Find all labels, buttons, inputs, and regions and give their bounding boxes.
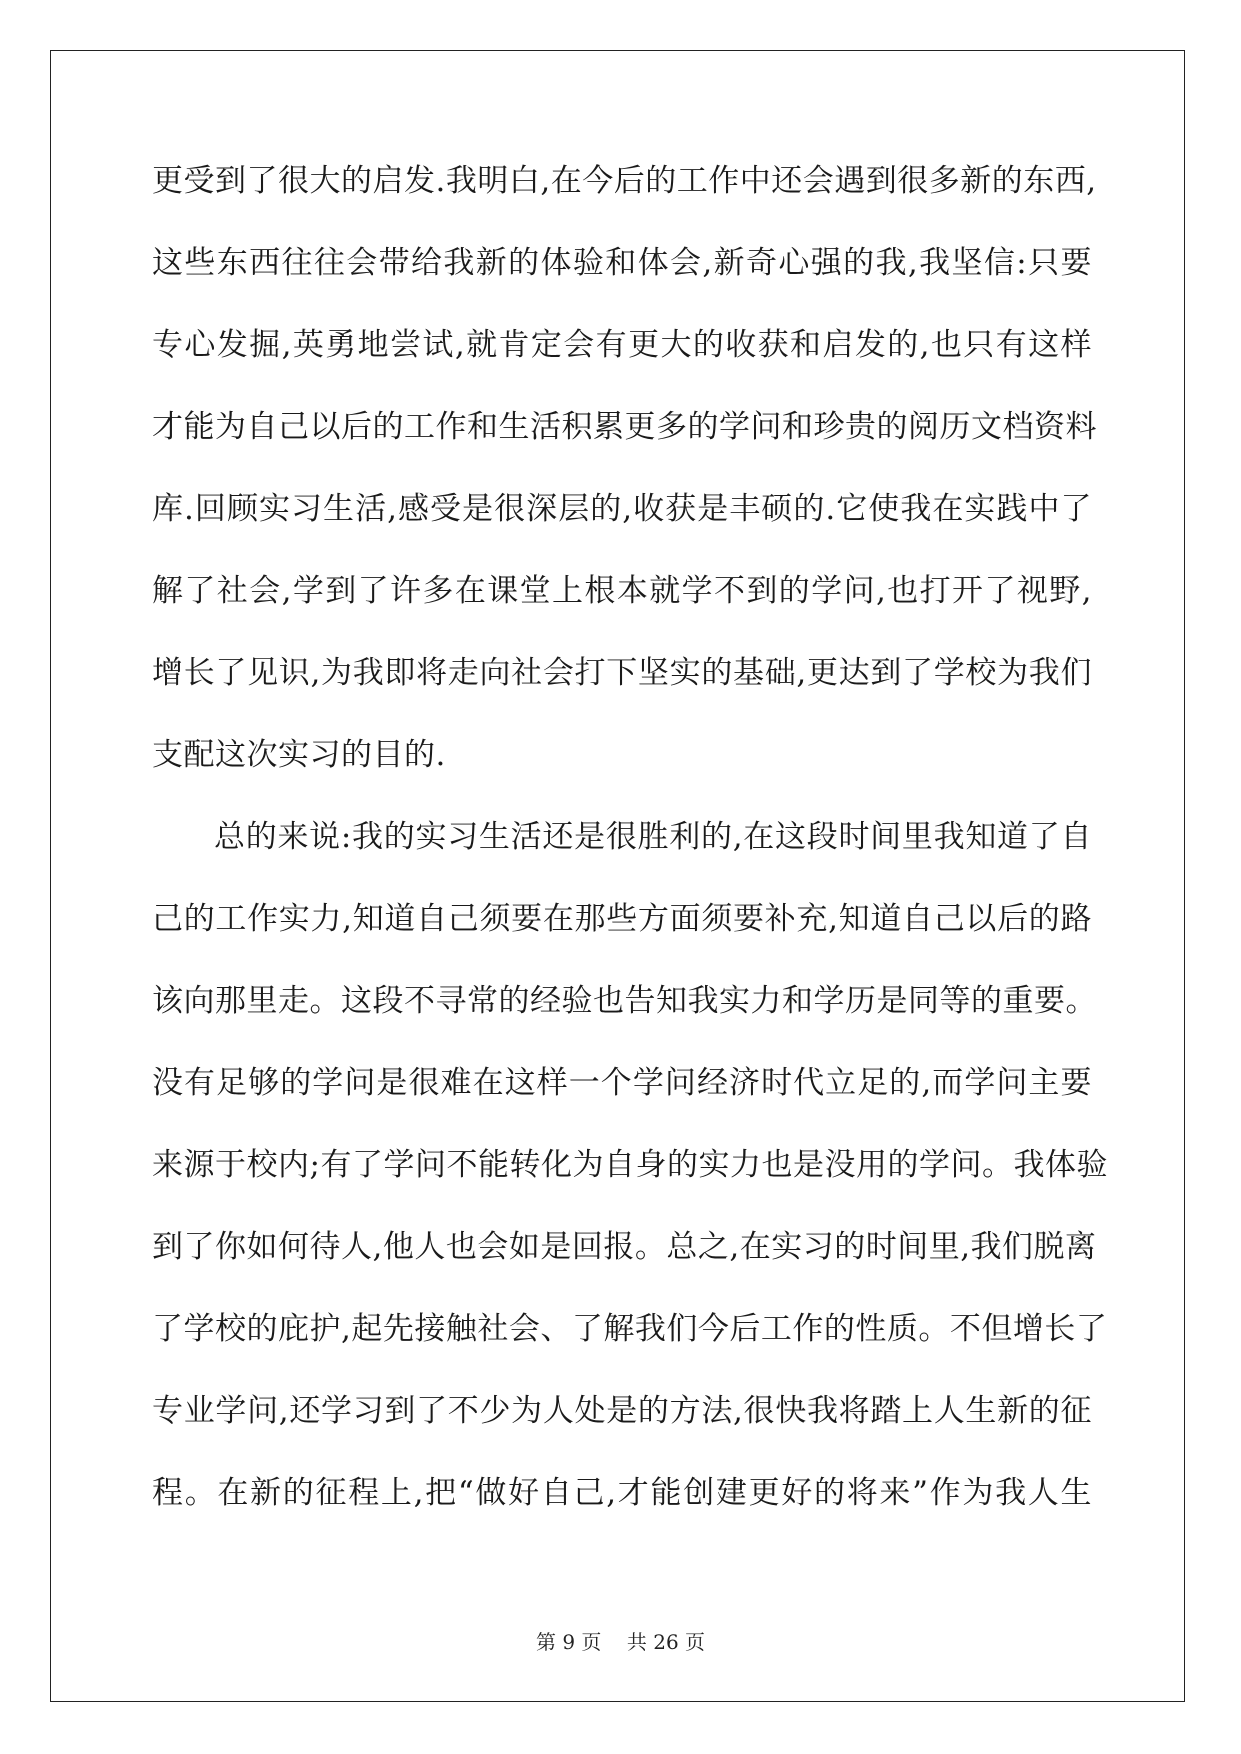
page-footer [0, 1626, 1241, 1655]
text-line: 该向那里走。这段不寻常的经验也告知我实力和学历是同等的重要。 [152, 983, 1097, 1019]
paragraph-start-line: 总的来说:我的实习生活还是很胜利的,在这段时间里我知道了自 [214, 819, 1092, 855]
page-number: 第 9 页 [535, 1630, 602, 1654]
text-line: 来源于校内;有了学问不能转化为自身的实力也是没用的学问。我体验 [152, 1147, 1108, 1183]
text-line: 到了你如何待人,他人也会如是回报。总之,在实习的时间里,我们脱离 [152, 1229, 1097, 1265]
text-line: 这些东西往往会带给我新的体验和体会,新奇心强的我,我坚信:只要 [152, 245, 1092, 281]
text-line: 专心发掘,英勇地尝试,就肯定会有更大的收获和启发的,也只有这样 [152, 327, 1092, 363]
text-line: 解了社会,学到了许多在课堂上根本就学不到的学问,也打开了视野, [152, 573, 1092, 609]
text-line: 己的工作实力,知道自己须要在那些方面须要补充,知道自己以后的路 [152, 901, 1092, 937]
page-total: 共 26 页 [626, 1630, 706, 1654]
text-line: 没有足够的学问是很难在这样一个学问经济时代立足的,而学问主要 [152, 1065, 1092, 1101]
text-line: 增长了见识,为我即将走向社会打下坚实的基础,更达到了学校为我们 [152, 655, 1092, 691]
text-line: 更受到了很大的启发.我明白,在今后的工作中还会遇到很多新的东西, [152, 163, 1097, 199]
text-line: 支配这次实习的目的. [152, 737, 446, 773]
document-body [152, 155, 1108, 1549]
text-line: 专业学问,还学习到了不少为人处是的方法,很快我将踏上人生新的征 [152, 1393, 1092, 1429]
text-line: 库.回顾实习生活,感受是很深层的,收获是丰硕的.它使我在实践中了 [152, 491, 1092, 527]
text-line: 了学校的庇护,起先接触社会、了解我们今后工作的性质。不但增长了 [152, 1311, 1108, 1347]
text-line: 程。在新的征程上,把“做好自己,才能创建更好的将来”作为我人生 [152, 1475, 1092, 1511]
text-line: 才能为自己以后的工作和生活积累更多的学问和珍贵的阅历文档资料 [152, 409, 1097, 445]
